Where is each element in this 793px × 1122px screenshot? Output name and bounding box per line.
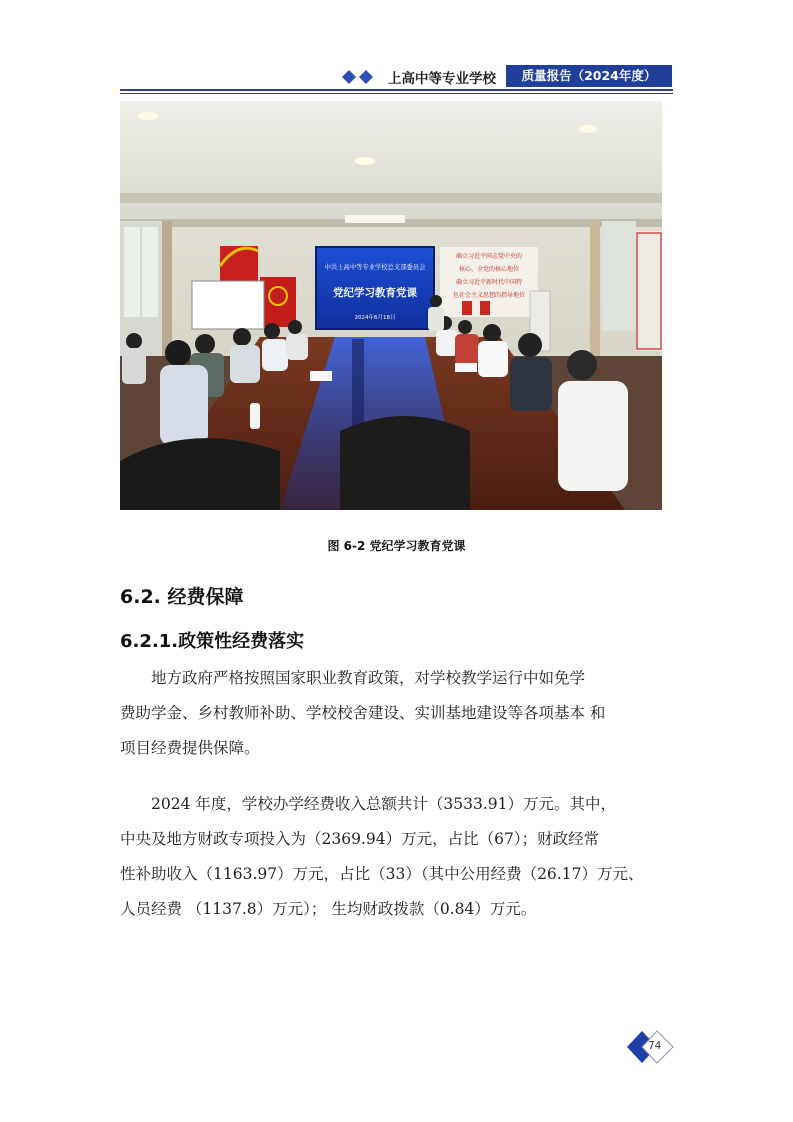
school-name: 上高中等专业学校 [388, 71, 496, 87]
screen-line1: 中共上高中等专业学校总支部委员会 [324, 264, 426, 271]
banner-line1: 确立习近平同志党中央的 [455, 253, 523, 260]
paragraph-line: 人员经费 （1137.8）万元）； 生均财政拨款（0.84）万元。 [120, 900, 537, 918]
subsection-heading: 6.2.1.政策性经费落实 [120, 631, 305, 652]
screen-title: 党纪学习教育党课 [333, 287, 417, 299]
meeting-photo [120, 101, 662, 510]
header-rule-thin [120, 93, 673, 94]
paragraph-line: 性补助收入（1163.97）万元，占比（33）（其中公用经费（26.17）万元、 [120, 865, 644, 883]
paragraph-line: 地方政府严格按照国家职业教育政策，对学校教学运行中如免学 [120, 669, 586, 687]
paragraph-line: 项目经费提供保障。 [120, 739, 260, 757]
paragraph-line: 2024 年度，学校办学经费收入总额共计（3533.91）万元。其中， [120, 795, 616, 813]
header-rule [120, 89, 673, 91]
report-badge: 质量报告（2024年度） [506, 65, 672, 87]
diamond-icon [342, 70, 384, 84]
screen-date: 2024年6月18日 [354, 315, 396, 321]
page-number: 74 [648, 1040, 662, 1052]
figure-caption: 图 6-2 党纪学习教育党课 [327, 539, 466, 553]
section-heading: 6.2. 经费保障 [120, 586, 244, 608]
banner-line4: 色社会主义思想的指导地位 [452, 292, 526, 299]
paragraph-line: 中央及地方财政专项投入为（2369.94）万元，占比（67）；财政经常 [120, 830, 600, 848]
paragraph-funding-figures [120, 787, 673, 927]
paragraph-policy-funding [120, 661, 673, 766]
banner-line2: 核心、全党的核心地位 [458, 266, 520, 273]
page-header [120, 64, 673, 98]
banner-line3: 确立习近平新时代中国特 [455, 279, 523, 286]
paragraph-line: 费助学金、乡村教师补助、学校校舍建设、实训基地建设等各项基本 和 [120, 704, 606, 722]
